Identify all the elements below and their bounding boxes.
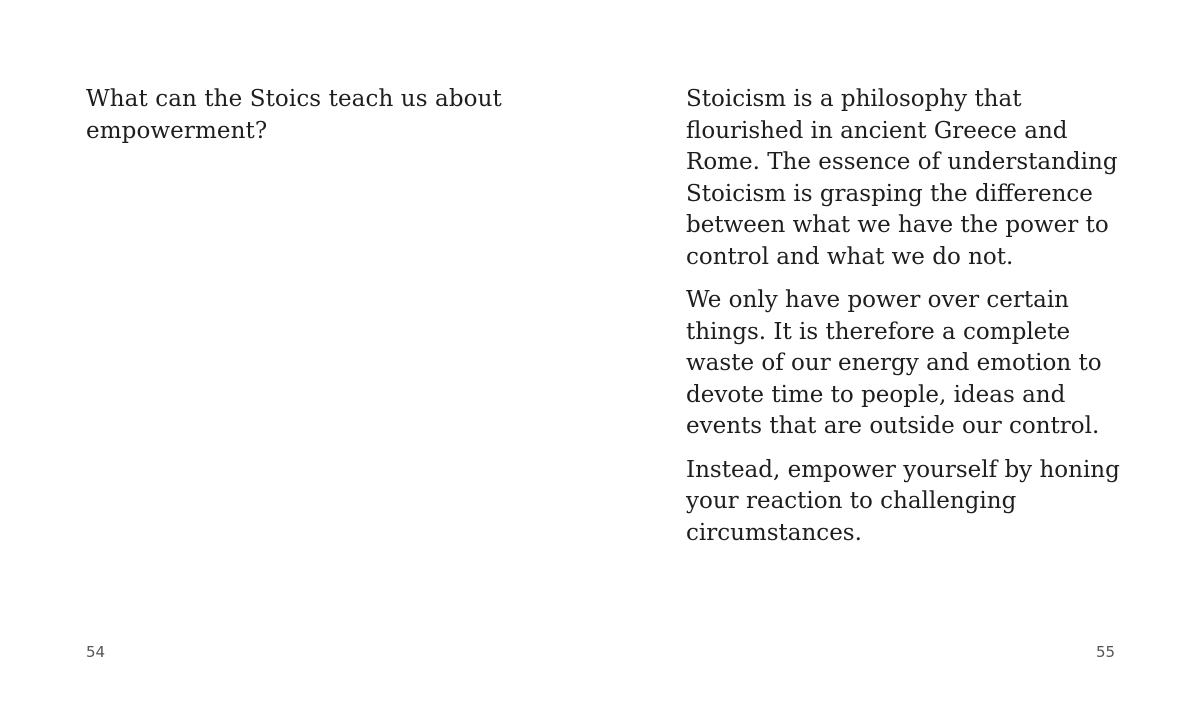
answer-text bbox=[686, 84, 1126, 549]
paragraph-1: Stoicism is a philosophy that flourished in ancient Greece and Rome. The essence of understanding Stoicism is grasping the difference between what we have the power to control and what we do not. bbox=[686, 86, 1118, 270]
page-number-left: 54 bbox=[86, 643, 106, 661]
paragraph-2: We only have power over certain things. It is therefore a complete waste of our energy and emotion to devote time to people, ideas and events that are outside our control. bbox=[686, 287, 1102, 439]
page-question: What can the Stoics teach us about empowerment? bbox=[86, 86, 502, 144]
paragraph-3: Instead, empower yourself by honing your reaction to challenging circumstances. bbox=[686, 456, 1120, 546]
page-number-right: 55 bbox=[1096, 643, 1116, 661]
right-page bbox=[600, 0, 1200, 726]
